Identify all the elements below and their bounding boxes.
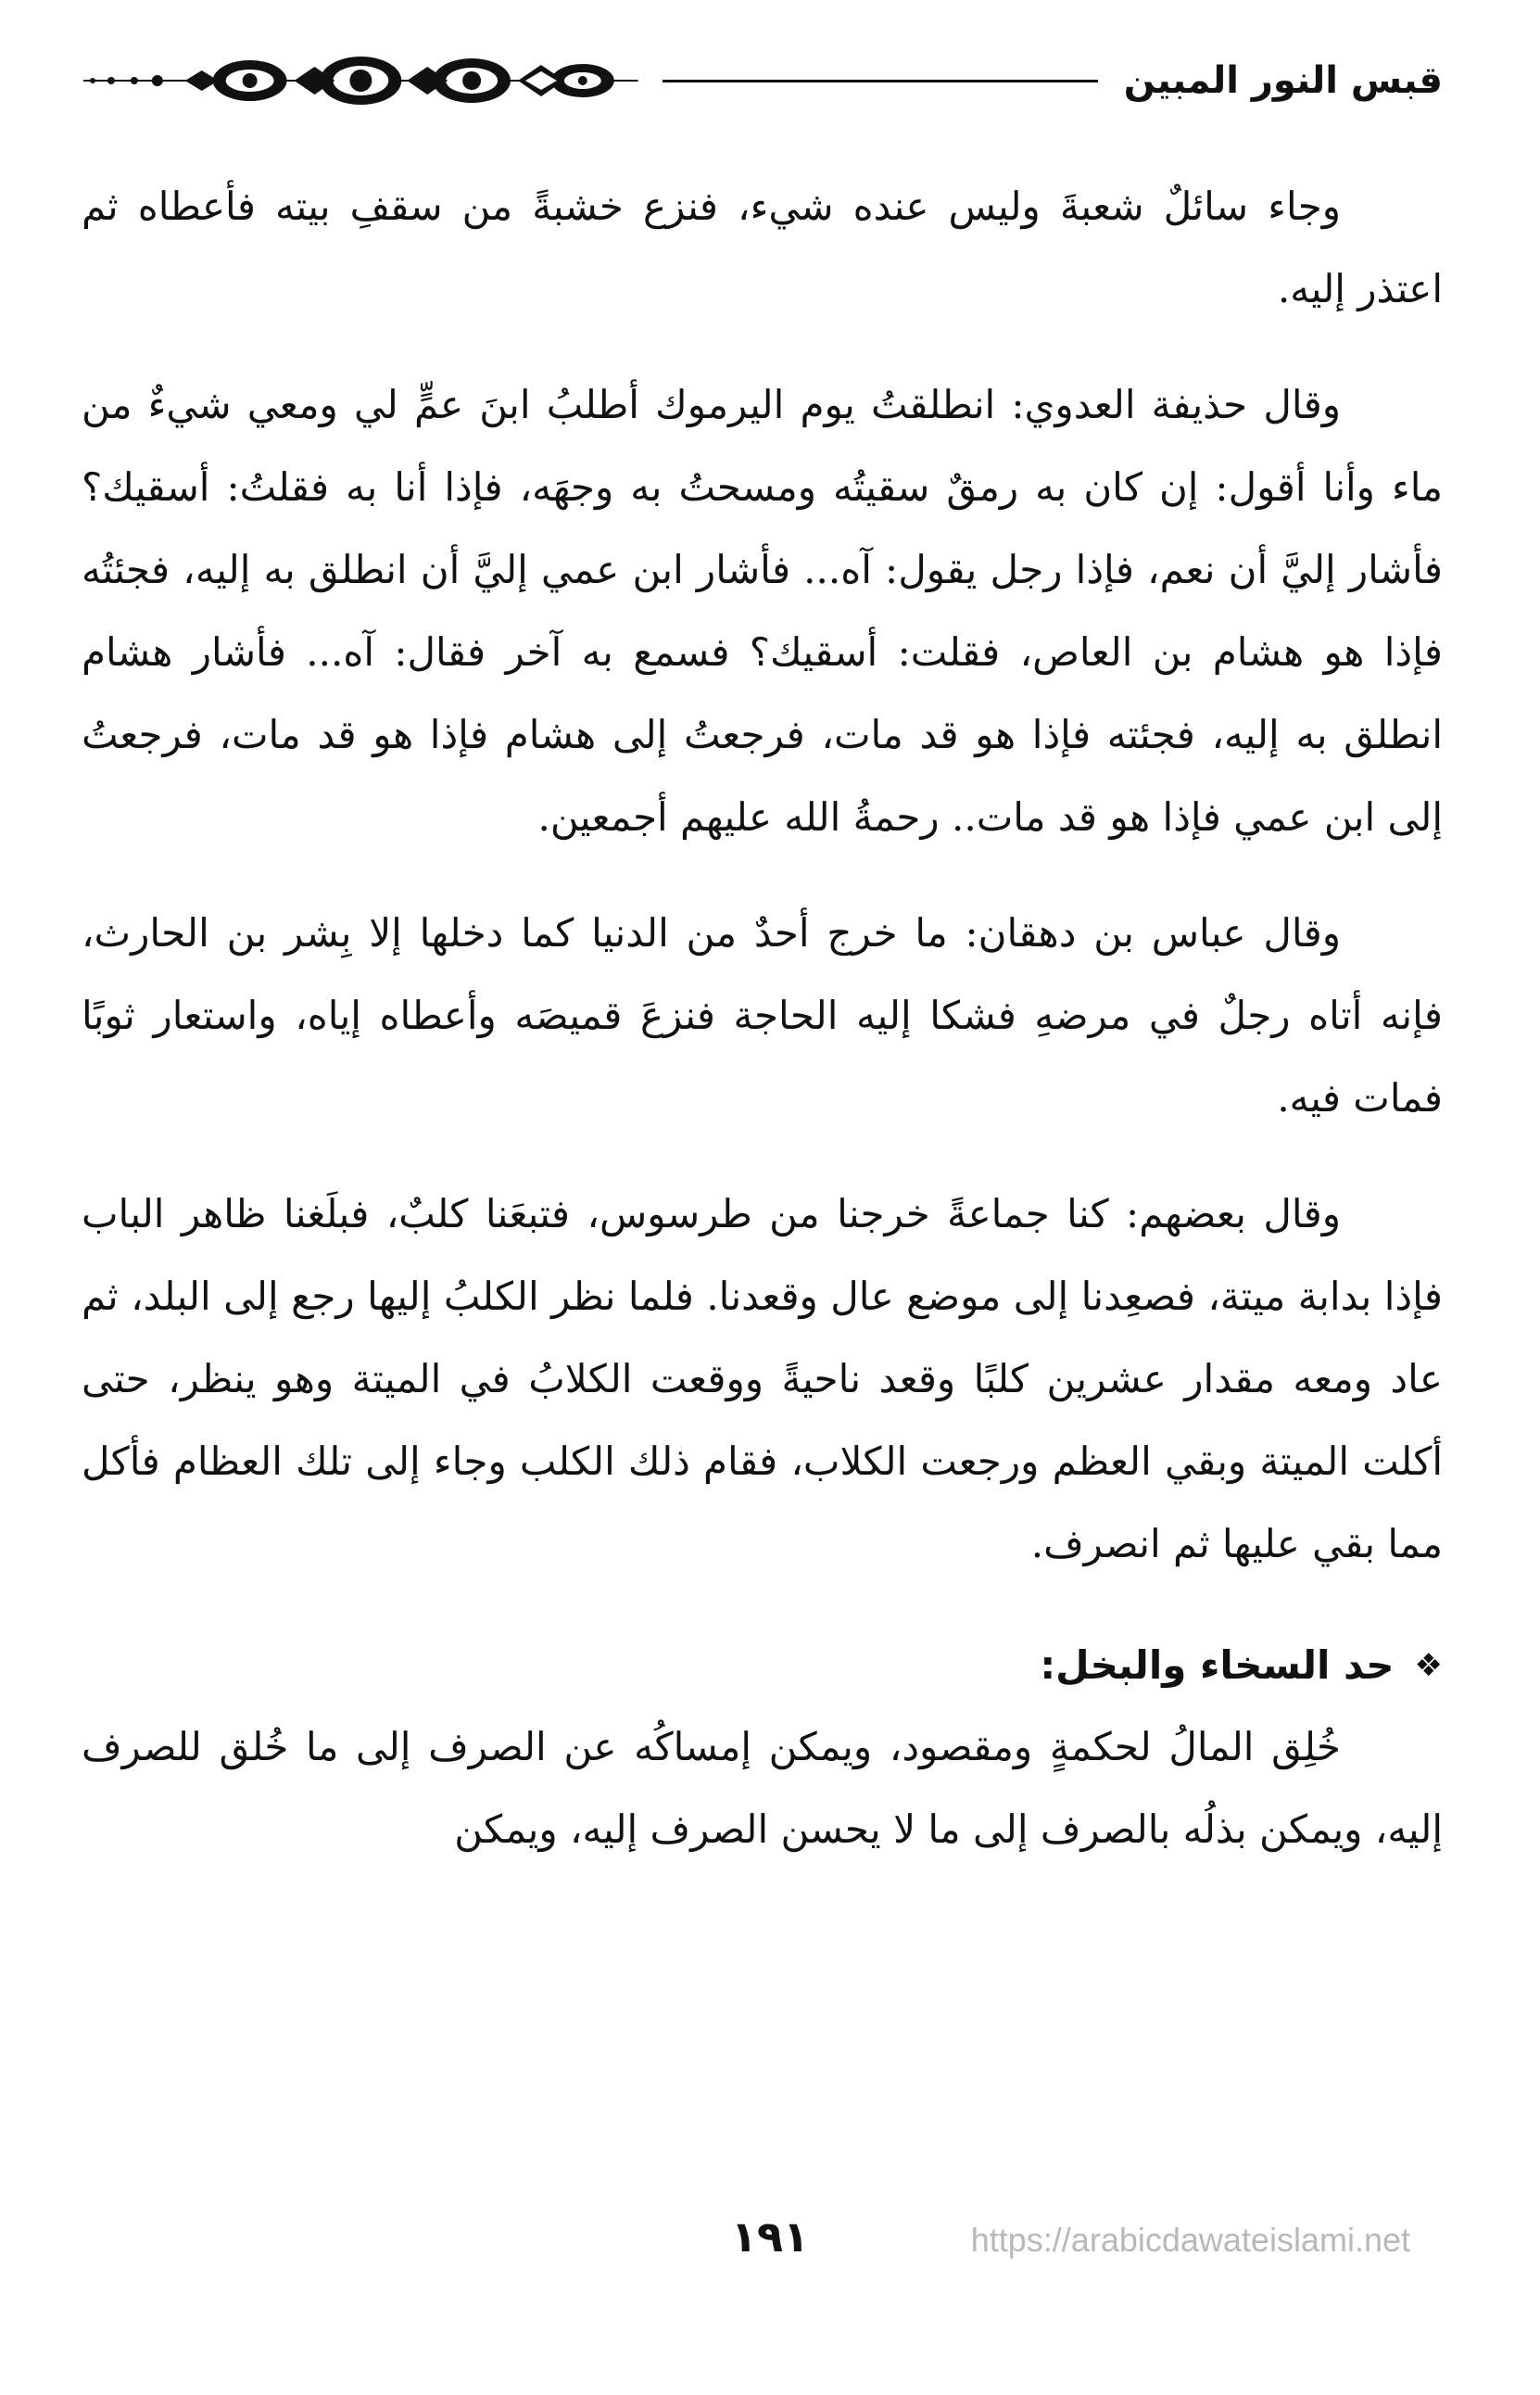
section-heading xyxy=(82,1626,1443,1705)
watermark: https://arabicdawateislami.net xyxy=(970,2221,1410,2259)
paragraph: خُلِق المالُ لحكمةٍ ومقصود، ويمكن إمساكُه عن الصرف إلى ما خُلق للصرف إليه، ويمكن بذلُه بالصرف إلى ما لا يحسن الصرف إليه، ويمكن xyxy=(82,1724,1443,1852)
diamond-bullet-icon: ❖ xyxy=(1414,1647,1443,1684)
page-number: ١٩١ xyxy=(730,2211,810,2262)
paragraph: وقال حذيفة العدوي: انطلقتُ يوم اليرموك أطلبُ ابنَ عمٍّ لي ومعي شيءٌ من ماء وأنا أقول: إن كان به رمقٌ سقيتُه ومسحتُ به وجهَه، فإذا أنا به فقلتُ: أسقيك؟ فأشار إليَّ أن نعم، فإذا رجل يقول: آه... فأشار ابن عمي إليَّ أن انطلق به إليه، فجئتُه فإذا هو هشام بن العاص، فقلت: أسقيك؟ فسمع به آخر فقال: آه... فأشار هشام انطلق به إليه، فجئته فإذا هو قد مات، فرجعتُ إلى هشام فإذا هو قد مات، فرجعتُ إلى ابن عمي فإذا هو قد مات.. رحمةُ الله عليهم أجمعين. xyxy=(82,382,1443,840)
paragraph: وقال بعضهم: كنا جماعةً خرجنا من طرسوس، فتبعَنا كلبٌ، فبلَغنا ظاهر الباب فإذا بدابة ميتة، فصعِدنا إلى موضع عال وقعدنا. فلما نظر الكلبُ إليها رجع إلى البلد، ثم عاد ومعه مقدار عشرين كلبًا وقعد ناحيةً ووقعت الكلابُ في الميتة وهو ينظر، حتى أكلت الميتة وبقي العظم ورجعت الكلاب، فقام ذلك الكلب وجاء إلى تلك العظام فأكل مما بقي عليها ثم انصرف. xyxy=(82,1191,1443,1566)
page-body xyxy=(82,165,1443,1870)
book-title: قبس النور المبين xyxy=(1123,59,1443,102)
ornament-decoration xyxy=(83,48,638,113)
paragraph: وقال عباس بن دهقان: ما خرج أحدٌ من الدنيا كما دخلها إلا بِشر بن الحارث، فإنه أتاه رجلٌ في مرضهِ فشكا إليه الحاجة فنزعَ قميصَه وأعطاه إياه، واستعار ثوبًا فمات فيه. xyxy=(82,910,1443,1121)
paragraph: وجاء سائلٌ شعبةَ وليس عنده شيء، فنزع خشبةً من سقفِ بيته فأعطاه ثم اعتذر إليه. xyxy=(82,184,1443,311)
header-rule xyxy=(663,80,1098,82)
running-header xyxy=(83,48,1443,113)
section-heading-text: حد السخاء والبخل: xyxy=(1040,1642,1395,1688)
